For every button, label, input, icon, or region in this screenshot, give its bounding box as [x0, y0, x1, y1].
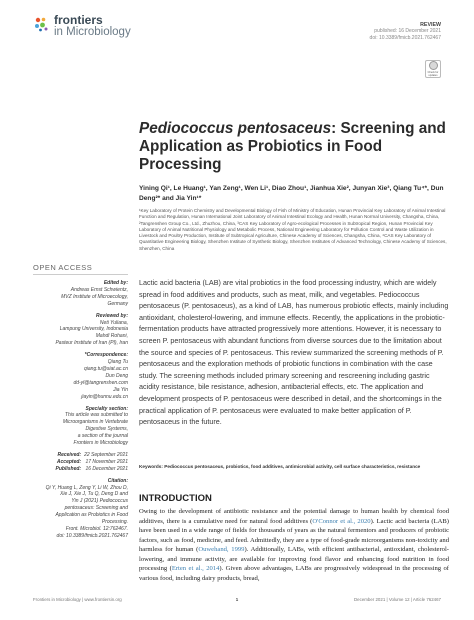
citation [33, 478, 128, 540]
footer-issue-info: December 2021 | Volume 12 | Article 762467 [354, 597, 441, 602]
author-list: Yining Qi¹, Le Huang¹, Yan Zeng¹, Wen Li¹, Diao Zhou¹, Jianhua Xie², Junyan Xie³, Qiang Tu⁴*, Dun Deng²* and Jia Yin¹* [139, 185, 444, 202]
page-footer [33, 597, 441, 602]
affiliations: ¹Key Laboratory of Protein Chemistry and Developmental Biology of Fish of Ministry of Education, Hunan Provincial Key Laboratory of Animal Intestinal Function and Regulation, Hunan International Joint Laboratory of Animal Intestinal Ecology and Health, Hunan Normal University, Changsha, China, ²Tangrenshen Group Co., Ltd., Zhuzhou, China, ³CAS Key Laboratory of Agro-ecological Processes in Subtropical Region, Hunan Provincial Key Laboratory of Animal Nutritional Physiology and Metabolic Process, National Engineering Laboratory for Pollution Control and Waste Utilization in Livestock and Poultry Production, Institute of Subtropical Agriculture, Chinese Academy of Sciences, Changsha, China, ⁴CAS Key Laboratory of Quantitative Engineering Biology, Shenzhen Institute of Synthetic Biology, Shenzhen Institutes of Advanced Technology, Chinese Academy of Sciences, Shenzhen, China [139, 208, 447, 251]
title-species: Pediococcus pentosaceus [139, 120, 332, 137]
page-header [0, 0, 474, 77]
update-icon [429, 61, 438, 70]
keywords-label: Keywords: [139, 464, 163, 469]
logo-title: frontiers [54, 13, 103, 27]
correspondence-text[interactable]: Qiang Tu qiang.tu@siat.ac.cn Dun Deng dd-yl@tangrenshen.com Jia Yin jiayin@hunnu.edu.cn [73, 359, 128, 400]
published-date: 16 December 2021 [85, 465, 128, 472]
reviewed-by [33, 313, 128, 348]
section-heading-introduction: INTRODUCTION [139, 493, 212, 504]
page-number: 1 [235, 597, 239, 602]
article-meta [370, 22, 441, 41]
intro-text-2: ). Lactic acid bacteria (LAB) have been used in a wide range of fields for thousands of years as the natural fermentors and producers of probiotic factors, such as food, medicine, and feed. Admittedly, they are a type of food-grade microorganisms non-toxicity and harmless for human ( [139, 517, 449, 553]
footer-journal-link[interactable]: Frontiers in Microbiology | www.frontiersin.org [33, 597, 122, 602]
publish-date: published: 16 December 2021 [374, 28, 441, 35]
edited-by [33, 280, 128, 308]
doi-link[interactable]: doi: 10.3389/fmicb.2021.762467 [369, 34, 441, 41]
logo-subtitle: in Microbiology [54, 26, 131, 38]
abstract: Lactic acid bacteria (LAB) are vital probiotics in the food processing industry, which are widely spread in food additives and products, such as meat, milk, and vegetables. Pediococcus pentosaceus (P. pentosaceus), as a kind of LAB, has numerous probiotic effects, mainly including antioxidant, cholesterol-lowering, and immune effects. Recently, the applications in the probiotic- fermentation products have attracted progressively more attentions. However, it is necessary to screen P. pentosaceus with abundant functions from diverse sources due to the limitation about the source and species of P. pentosaceus. This review summarized the screening methods of P. pentosaceus and the exploration methods of probiotic functions in combination with the case study. The screening methods included primary screening and rescreening including gastric acidity resistance, bile resistance, adhesion, antibacterial effects, etc. The application and development prospects of P. pentosaceus were described in detail, and the shortcomings in the practical application of P. pentosaceus were evaluated to make better application of P. pentosaceus in the future. [139, 278, 449, 427]
introduction-paragraph [139, 507, 449, 583]
journal-logo[interactable] [33, 14, 131, 38]
citation-link[interactable]: O'Connor et al., 2020 [312, 517, 371, 525]
title-rest: : Screening and Application as Probiotics in Food Processing [139, 120, 446, 173]
article-sidebar [33, 280, 128, 545]
reviewed-by-text: Neti Yuliana, Lampung University, Indonesia Mahdi Rohani, Pasteur Institute of Iran (PI), Iran [55, 319, 128, 347]
frontiers-logo-icon [33, 16, 49, 32]
citation-link[interactable]: Ouwehand, 1999 [198, 546, 245, 553]
correspondence-heading: *Correspondence: [84, 352, 128, 359]
specialty-section [33, 406, 128, 447]
intro-text-3: ). Additionally, LABs, with efficient antibacterial, antioxidant, cholesterol-lowering, and immune activity, are available for improving food flavor and enhancing food nutrition in food processing ( [139, 546, 449, 572]
intro-text-1: Owing to the development of antibiotic resistance and the potential damage to human health by chemical food additives, there is a cumulative need for natural food additives ( [139, 508, 449, 525]
article-dates [33, 452, 128, 473]
article-type: REVIEW [420, 22, 441, 28]
citation-heading: Citation: [107, 477, 128, 484]
check-updates-button[interactable] [425, 60, 441, 78]
keywords-text: Pediococcus pentosaceus, probiotics, food additives, antimicrobial activity, cell surface characteristics, resistance [164, 464, 421, 469]
intro-text-4: ). Given above advantages, LABs are progressively widespread in the processing of various food, including dairy products, bread, [139, 565, 449, 582]
received-label: Received: [57, 451, 82, 458]
received-date: 22 September 2021 [84, 451, 128, 458]
edited-by-text: Andreas Ernst Schwientz, MVZ Institute of Microecology, Germany [61, 286, 128, 307]
edited-by-heading: Edited by: [103, 280, 128, 286]
citation-link[interactable]: Erten et al., 2014 [171, 565, 220, 572]
accepted-date: 17 November 2021 [85, 458, 128, 465]
divider [33, 274, 128, 275]
reviewed-by-heading: Reviewed by: [96, 312, 128, 319]
specialty-text: This article was submitted to Microorganisms in Vertebrate Digestive Systems, a section of the journal Frontiers in Microbiology [62, 412, 128, 447]
keywords [139, 464, 449, 471]
open-access-label: OPEN ACCESS [33, 263, 93, 272]
article-title [139, 120, 449, 174]
accepted-label: Accepted: [56, 458, 82, 465]
specialty-heading: Specialty section: [85, 405, 128, 412]
correspondence [33, 352, 128, 400]
check-updates-label: Check for updates [427, 71, 439, 77]
citation-text: Qi Y, Huang L, Zeng Y, Li W, Zhou D, Xie J, Xie J, Tu Q, Deng D and Yin J (2021) Pediococcus pentosaceus: Screening and Application as Probiotics in Food Processing. Front. Microbiol. 12:762467. doi: 10.3389/fmicb.2021.762467 [45, 484, 128, 539]
published-label: Published: [55, 465, 82, 472]
